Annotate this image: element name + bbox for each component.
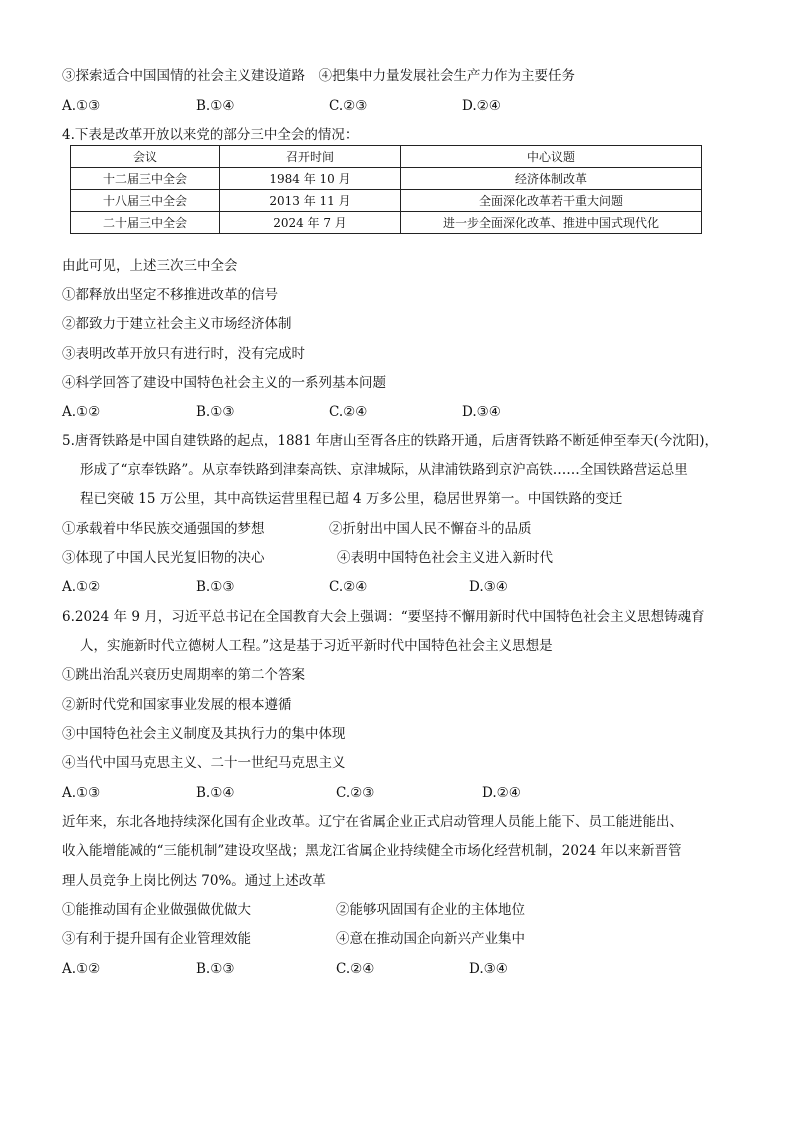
q5-choice-b[interactable]: B.①③ xyxy=(196,579,235,595)
table-header-cell: 召开时间 xyxy=(220,146,401,168)
q6-choice-c[interactable]: C.②③ xyxy=(336,785,375,801)
q7-statement-1: ①能推动国有企业做强做优做大 xyxy=(62,902,251,918)
table-cell: 经济体制改革 xyxy=(401,168,702,190)
q4-statement-3: ③表明改革开放只有进行时，没有完成时 xyxy=(62,346,305,362)
q5-choice-a[interactable]: A.①② xyxy=(62,579,101,595)
q3-choice-d[interactable]: D.②④ xyxy=(462,98,501,114)
q4-stem: 4.下表是改革开放以来党的部分三中全会的情况： xyxy=(62,127,359,143)
q4-choices xyxy=(62,403,762,421)
q5-stem-line-1: 5.唐胥铁路是中国自建铁路的起点，1881 年唐山至胥各庄的铁路开通，后唐胥铁路不断延伸至奉天(今沈阳)， xyxy=(62,433,719,449)
table-cell: 1984 年 10 月 xyxy=(220,168,401,190)
q6-stem-line-1: 6.2024 年 9 月，习近平总书记在全国教育大会上强调：“要坚持不懈用新时代中国特色社会主义思想铸魂育 xyxy=(62,609,705,625)
q6-statement-2: ②新时代党和国家事业发展的根本遵循 xyxy=(62,697,292,713)
q5-choice-d[interactable]: D.③④ xyxy=(469,579,508,595)
q5-statement-1: ①承载着中华民族交通强国的梦想 xyxy=(62,521,265,537)
table-header-cell: 会议 xyxy=(71,146,220,168)
q5-statement-3: ③体现了中国人民光复旧物的决心 xyxy=(62,550,265,566)
q4-choice-d[interactable]: D.③④ xyxy=(462,404,501,420)
q5-statements-row-1 xyxy=(62,520,762,538)
table-header-cell: 中心议题 xyxy=(401,146,702,168)
q4-statement-2: ②都致力于建立社会主义市场经济体制 xyxy=(62,316,292,332)
table-row xyxy=(71,190,702,212)
q7-choice-b[interactable]: B.①③ xyxy=(196,961,235,977)
q6-stem-line-2: 人，实施新时代立德树人工程。”这是基于习近平新时代中国特色社会主义思想是 xyxy=(80,638,553,654)
table-row xyxy=(71,212,702,234)
q6-choices xyxy=(62,784,762,802)
q4-lead: 由此可见，上述三次三中全会 xyxy=(62,258,238,274)
q6-choice-d[interactable]: D.②④ xyxy=(482,785,521,801)
q4-statement-1: ①都释放出坚定不移推进改革的信号 xyxy=(62,287,278,303)
q5-statement-4: ④表明中国特色社会主义进入新时代 xyxy=(337,550,553,566)
q7-choice-c[interactable]: C.②④ xyxy=(336,961,375,977)
q7-statement-2: ②能够巩固国有企业的主体地位 xyxy=(336,902,525,918)
table-cell: 进一步全面深化改革、推进中国式现代化 xyxy=(401,212,702,234)
table-cell: 二十届三中全会 xyxy=(71,212,220,234)
q5-choice-c[interactable]: C.②④ xyxy=(329,579,368,595)
q4-table xyxy=(70,145,702,234)
q5-choices xyxy=(62,578,762,596)
q7-choices xyxy=(62,960,762,978)
q6-statement-1: ①跳出治乱兴衰历史周期率的第二个答案 xyxy=(62,667,305,683)
q6-choice-b[interactable]: B.①④ xyxy=(196,785,235,801)
table-cell: 全面深化改革若干重大问题 xyxy=(401,190,702,212)
q5-stem-line-3: 程已突破 15 万公里，其中高铁运营里程已超 4 万多公里，稳居世界第一。中国铁路的变迁 xyxy=(80,491,623,507)
q7-stem-line-2: 收入能增能减的“三能机制”建设攻坚战；黑龙江省属企业持续健全市场化经营机制，2024 年以来新晋管 xyxy=(62,843,682,859)
table-cell: 十二届三中全会 xyxy=(71,168,220,190)
q7-statements-row-1 xyxy=(62,901,762,919)
table-cell: 十八届三中全会 xyxy=(71,190,220,212)
table-cell: 2024 年 7 月 xyxy=(220,212,401,234)
q7-statement-3: ③有利于提升国有企业管理效能 xyxy=(62,931,251,947)
q5-statement-2: ②折射出中国人民不懈奋斗的品质 xyxy=(329,521,532,537)
q4-statement-4: ④科学回答了建设中国特色社会主义的一系列基本问题 xyxy=(62,375,386,391)
q4-choice-c[interactable]: C.②④ xyxy=(329,404,368,420)
q6-choice-a[interactable]: A.①③ xyxy=(62,785,101,801)
q5-statements-row-2 xyxy=(62,549,762,567)
q7-statements-row-2 xyxy=(62,930,762,948)
q6-statement-3: ③中国特色社会主义制度及其执行力的集中体现 xyxy=(62,726,346,742)
table-row xyxy=(71,168,702,190)
q4-choice-a[interactable]: A.①② xyxy=(62,404,101,420)
q7-stem-line-1: 近年来，东北各地持续深化国有企业改革。辽宁在省属企业正式启动管理人员能上能下、员工能进能出、 xyxy=(62,814,683,830)
q7-statement-4: ④意在推动国企向新兴产业集中 xyxy=(336,931,525,947)
q7-choice-a[interactable]: A.①② xyxy=(62,961,101,977)
q3-statements-line: ③探索适合中国国情的社会主义建设道路 ④把集中力量发展社会生产力作为主要任务 xyxy=(62,68,575,84)
q5-stem-line-2: 形成了“京奉铁路”。从京奉铁路到津秦高铁、京津城际，从津浦铁路到京沪高铁……全国铁路营运总里 xyxy=(80,462,688,478)
q4-choice-b[interactable]: B.①③ xyxy=(196,404,235,420)
q3-choice-c[interactable]: C.②③ xyxy=(329,98,368,114)
q7-stem-line-3: 理人员竞争上岗比例达 70%。通过上述改革 xyxy=(62,873,326,889)
q3-choice-b[interactable]: B.①④ xyxy=(196,98,235,114)
q3-choice-a[interactable]: A.①③ xyxy=(62,98,101,114)
table-cell: 2013 年 11 月 xyxy=(220,190,401,212)
table-header-row xyxy=(71,146,702,168)
q7-choice-d[interactable]: D.③④ xyxy=(469,961,508,977)
q3-choices xyxy=(62,97,762,115)
q6-statement-4: ④当代中国马克思主义、二十一世纪马克思主义 xyxy=(62,755,346,771)
